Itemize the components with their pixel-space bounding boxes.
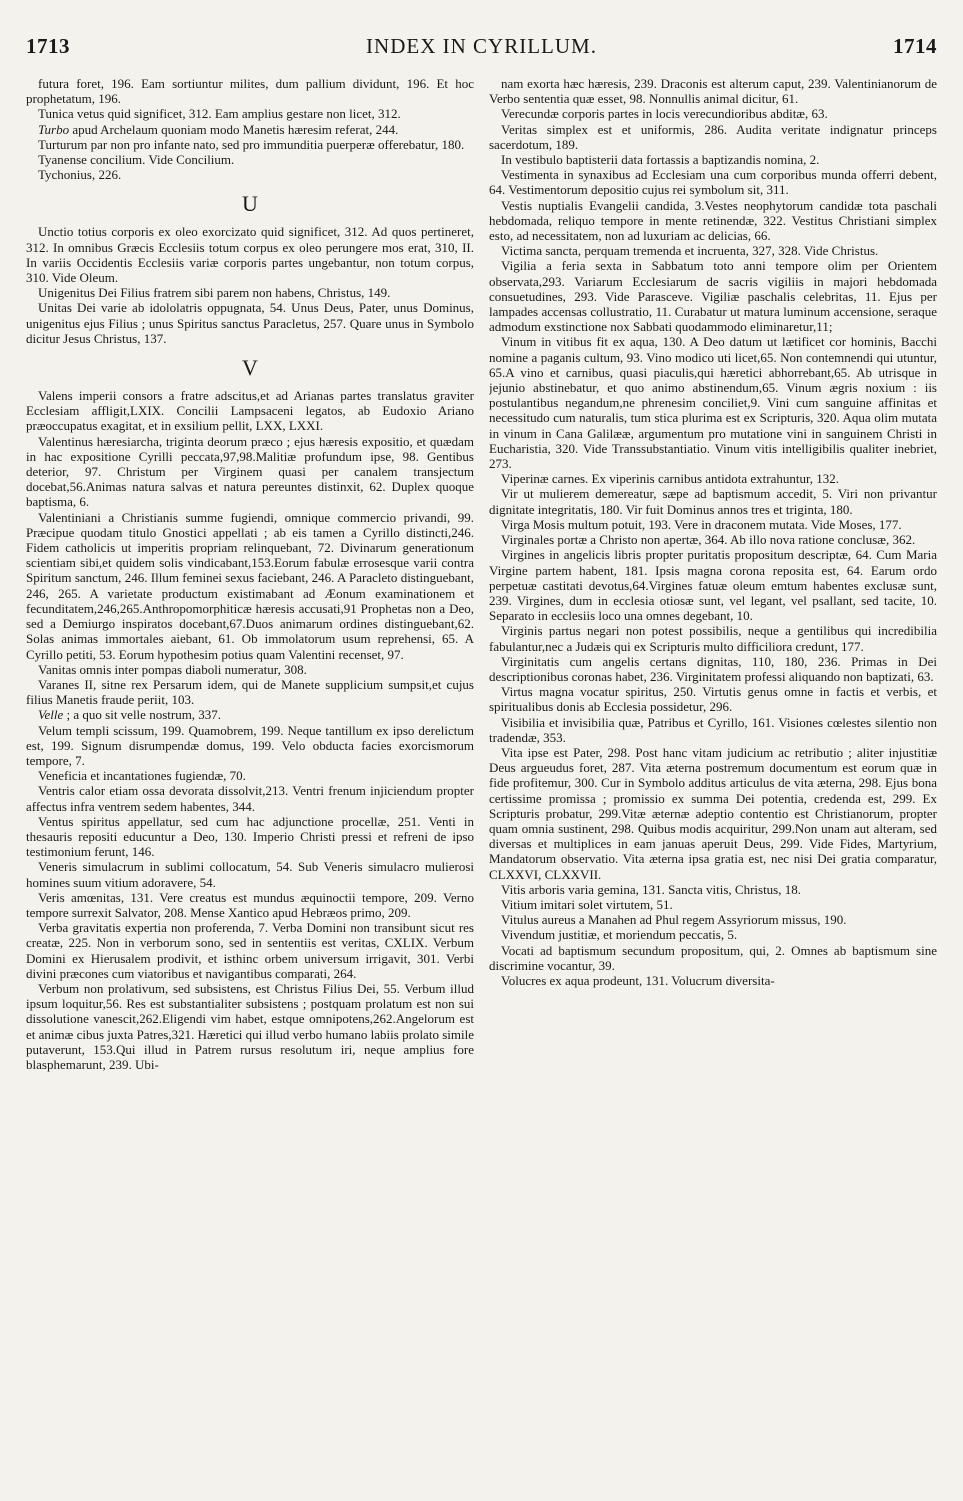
index-entry: Turturum par non pro infante nato, sed pro immunditia puerperæ offerebatur, 180. <box>38 136 465 152</box>
index-entry: Veris amœnitas, 131. Vere creatus est mundus æquinoctii tempore, 209. Verno tempore surrexit Salvator, 208. Mense Xantico apud Hebræos primo, 209. <box>26 889 474 920</box>
index-entry: Vocati ad baptismum secundum propositum, qui, 2. Omnes ab baptismum sine discrimine vocantur, 39. <box>489 942 937 973</box>
index-entry: Victima sancta, perquam tremenda et incruenta, 327, 328. Vide Christus. <box>501 243 879 259</box>
index-entry: Vinum in vitibus fit ex aqua, 130. A Deo datum ut lætificet cor hominis, Bacchi nomine a paganis cultum, 93. Vino modico uti licet,65. Non contemnendi qui utuntur, 65.A vino et carnibus, quasi piaculis,qui hæretici abhorrebant,65. Ab utrisque in jejunio abstinebatur, et quo animo abstinendum,65. Vinum ægris noxium : iis postulantibus negandum,ne phrenesim conciliet,9. Vini cum sanguine affinitas et necessitudo cum naturalis, tum stica plurima est ex Scripturis, 320. Aqua olim mutata in vinum in Cana Galilææ, argumentum pro mutatione vini in sanguinem Christi in Eucharistia, 320. Vide Transsubstantiatio. Vinum vitis intelligibilis qualiter inebriet, 273. <box>489 334 937 472</box>
running-head <box>26 34 937 68</box>
index-entry: Ventris calor etiam ossa devorata dissolvit,213. Ventri frenum injiciendum propter affectus infra ventrem sedem habentes, 344. <box>26 783 474 814</box>
index-entry: Ventus spiritus appellatur, sed cum hac adjunctione procellæ, 251. Venti in thesauris repositi educuntur a Deo, 130. Imperio Christi pressi et refreni de ipso testimonium ferunt, 146. <box>26 813 474 860</box>
index-entry: Vitium imitari solet virtutem, 51. <box>501 896 673 912</box>
index-entry: Verecundæ corporis partes in locis verecundioribus abditæ, 63. <box>501 106 828 122</box>
index-columns <box>26 76 937 1072</box>
index-entry: Velle ; a quo sit velle nostrum, 337. <box>38 707 222 723</box>
index-entry: Tyanense concilium. Vide Concilium. <box>38 152 235 168</box>
right-column <box>489 76 937 1072</box>
index-entry: Verba gravitatis expertia non proferenda, 7. Verba Domini non transibunt sicut res creatæ, 225. Non in verborum sono, sed in sententiis est veritas, CXLIX. Verbum Domini ex Hierusalem prodivit, et isthinc orbem universum irrigavit, 301. Verbi divini præcones cum viatoribus et navigantibus comparati, 264. <box>26 920 474 981</box>
index-entry: Vivendum justitiæ, et moriendum peccatis, 5. <box>501 927 738 943</box>
index-entry: Virginitatis cum angelis certans dignitas, 110, 180, 236. Primas in Dei descriptionibus coronas habet, 236. Virginitatem professi aliquando non baptizati, 63. <box>489 653 937 684</box>
index-entry: Virginales portæ a Christo non apertæ, 364. Ab illo nova ratione conclusæ, 362. <box>501 532 916 548</box>
index-entry: Vitis arboris varia gemina, 131. Sancta vitis, Christus, 18. <box>501 881 801 897</box>
index-entry: Visibilia et invisibilia quæ, Patribus et Cyrillo, 161. Visiones cœlestes silentio non tradendæ, 353. <box>489 714 937 745</box>
index-entry: Vestimenta in synaxibus ad Ecclesiam una cum corporibus munda offerri debent, 64. Vestimentorum depositio cujus rei symbolum sit, 311. <box>489 167 937 198</box>
index-entry: Tunica vetus quid significet, 312. Eam amplius gestare non licet, 312. <box>38 106 401 122</box>
index-entry: Veneficia et incantationes fugiendæ, 70. <box>38 768 246 784</box>
index-entry: Vanitas omnis inter pompas diaboli numeratur, 308. <box>38 661 307 677</box>
index-entry: In vestibulo baptisterii data fortassis a baptizandis nomina, 2. <box>501 152 820 168</box>
index-entry: Valentinus hæresiarcha, triginta deorum præco ; ejus hæresis expositio, et quædam in hac expositione Cyrilli peccata,97,98.Malitiæ profundum ipse, 98. Gentibus deterior, 97. Christum per Virginem quasi per canalem transjectum docebat,56.Animas natura salvas et natura pereuntes distinxit, 62. Duplex quoque baptisma, 6. <box>26 433 474 510</box>
index-entry: Velum templi scissum, 199. Quamobrem, 199. Neque tantillum ex ipso derelictum est, 199. Signum disrumpendæ domus, 199. Velo obducta facies exorcismorum tempore, 7. <box>26 722 474 768</box>
index-entry: Viperinæ carnes. Ex viperinis carnibus antidota extrahuntur, 132. <box>501 471 840 487</box>
left-page-number: 1713 <box>26 34 70 58</box>
right-page-number: 1714 <box>893 34 937 58</box>
section-letter: V <box>242 355 258 381</box>
index-entry: nam exorta hæc hæresis, 239. Draconis est alterum caput, 239. Valentinianorum de Verbo sententia quæ esset, 98. Nonnullis animal dicitur, 61. <box>489 76 937 107</box>
index-entry: Tychonius, 226. <box>38 167 122 183</box>
index-entry: Virginis partus negari non potest possibilis, neque a gentilibus qui incredibilia fabulantur,nec a Judæis qui ex Scripturis multo difficiliora credunt, 177. <box>489 623 937 654</box>
index-entry: Unctio totius corporis ex oleo exorcizato quid significet, 312. Ad quos pertineret, 312. In omnibus Græcis Ecclesiis totum corpus ex oleo perungere mos erat, 310, II. In variis Occidentis Ecclesiis variæ corporis partes ungebantur, non totum corpus, 310. Vide Oleum. <box>26 224 474 286</box>
index-entry: Vir ut mulierem demereatur, sæpe ad baptismum accedit, 5. Viri non privantur dignitate integritatis, 180. Vir fuit Dominus annos tres et triginta, 180. <box>489 486 937 517</box>
index-entry: Vita ipse est Pater, 298. Post hanc vitam judicium ac retributio ; aliter injustitiæ Deus argueudus foret, 287. Vita æterna postremum documentum est eorum quæ in fide profitemur, 300. Cur in Symbolo additus articulus de vita æterna, 298. Ejus bona certissime promissa ; promissio ex summa Dei potentia, credenda est, 299. Ex Scripturis probatur, 299.Vitæ æternæ adeptio contentio est Christianorum, propter quam omnia sustinent, 298. Quibus modis acquiritur, 299.Non unam aut alteram, sed diversas et multiplices in eam januas aperuit Deus, 299. Vide Fides, Martyrium, Mandatorum observatio. Vita æterna ipsa gratia est, nec nisi Dei gratia comparatur, CLXXVI, CLXXVII. <box>489 744 937 882</box>
index-entry: Verbum non prolativum, sed subsistens, est Christus Filius Dei, 55. Verbum illud ipsum loquitur,56. Res est substantialiter subsistens ; postquam prolatum est non sui dissolutione vanescit,262.Eligendi vim habet, estque omnipotens,262.Angelorum est et animæ cibus juxta Patres,321. Hæretici qui illud verbo humano labiis prolato simile putaverunt, 153.Qui illud in Patrem rursus resolutum iri, neque amplius fore blasphemarunt, 239. Ubi- <box>26 980 474 1072</box>
section-letter: U <box>242 191 258 217</box>
index-entry: Varanes II, sitne rex Persarum idem, qui de Manete supplicium sumpsit,et cujus filius Manetis fraude periit, 103. <box>26 676 474 708</box>
left-column <box>26 76 474 1072</box>
index-entry: Vestis nuptialis Evangelii candida, 3.Vestes neophytorum candidæ tota paschali hebdomada, reliquo tempore in mente retinendæ, 322. Vestitus Christiani simplex esto, ad necessitatem, non ad luxuriam ac delicias, 66. <box>489 197 937 244</box>
index-entry: Valentiniani a Christianis summe fugiendi, omnique commercio privandi, 99. Præcipue quodam titulo Gnostici appellati ; ab eis tamen a Cyrillo distincti,246. Fidem catholicis ut imperitis propriam relinquebant, 72. Divinarum generationum scientiam sibi,et quidem solis vindicabant,153.Eorum fabulæ errosesque varii contra Spiritum sanctum, 246. Illum feminei sexus faciebant, 246. A Paracleto distinguebant, 246, 265. A varietate productum existimabant ad Æonum examinationem et fecunditatem,246,265.Anthropomorphiticæ hæresis accusati,91 Prophetas non a Deo, sed a Demiurgo inspiratos docebant,67.Duos animarum ordines distinguebant,62. Solas animas immortales aiebant, 61. Ob immolatorum usum reprehensi, 65. A Cyrillo petiti, 53. Eorum hypothesim potius quam Valentini recenset, 97. <box>26 509 474 662</box>
index-entry: Virgines in angelicis libris propter puritatis propositum descriptæ, 64. Cum Maria Virgine partem habent, 181. Ipsis magna corona reposita est, 64. Earum ordo perpetuæ castitati devotus,64.Virgines fatuæ oleum emtum habentes exclusæ sunt, 239. Virgines, dum in ecclesia otiosæ sunt, vel legant, vel psallant, sed tacite, 10. Separato in ecclesiis loco una omnes degebant, 10. <box>489 547 937 624</box>
index-entry: Veneris simulacrum in sublimi collocatum, 54. Sub Veneris simulacro mulierosi homines suum vitium adoravere, 54. <box>26 859 474 890</box>
index-entry: Turbo apud Archelaum quoniam modo Manetis hæresim referat, 244. <box>38 121 399 137</box>
index-entry: futura foret, 196. Eam sortiuntur milites, dum pallium dividunt, 196. Et hoc prophetatum, 196. <box>26 76 474 107</box>
index-entry: Virtus magna vocatur spiritus, 250. Virtutis genus omne in factis et verbis, et spiritualibus donis ab Ecclesia possidetur, 296. <box>489 684 937 715</box>
index-entry: Vigilia a feria sexta in Sabbatum toto anni tempore olim per Orientem observata,293. Variarum Ecclesiarum de sacris vigiliis in majori hebdomada consuetudines, 293. Vide Parasceve. Vigiliæ paschalis celebritas, 11. Ejus per lampades accensas collustratio, 11. Curabatur ut matura luminum accensione, seraque admodum exstinctione nox Sabbati quodammodo eliminaretur,11; <box>489 258 937 335</box>
index-entry: Unitas Dei varie ab idololatris oppugnata, 54. Unus Deus, Pater, unus Dominus, unigenitus ejus Filius ; unus Spiritus sanctus Paracletus, 257. Quare unus in Symbolo dicitur Jesus Christus, 137. <box>26 300 474 346</box>
index-entry: Unigenitus Dei Filius fratrem sibi parem non habens, Christus, 149. <box>38 285 391 301</box>
index-entry: Virga Mosis multum potuit, 193. Vere in draconem mutata. Vide Moses, 177. <box>501 516 902 532</box>
index-entry: Valens imperii consors a fratre adscitus,et ad Arianas partes translatus graviter Ecclesiam affligit,LXIX. Concilii Lampsaceni legatos, ab Eudoxio Ariano præoccupatus exagitat, et in exsilium pellit, LXX, LXXI. <box>26 388 474 434</box>
index-entry: Veritas simplex est et uniformis, 286. Audita veritate indignatur princeps sacerdotum, 189. <box>489 121 937 152</box>
index-entry: Volucres ex aqua prodeunt, 131. Volucrum diversita- <box>501 972 775 988</box>
index-entry: Vitulus aureus a Manahen ad Phul regem Assyriorum missus, 190. <box>501 912 847 928</box>
page-title: INDEX IN CYRILLUM. <box>366 34 597 58</box>
